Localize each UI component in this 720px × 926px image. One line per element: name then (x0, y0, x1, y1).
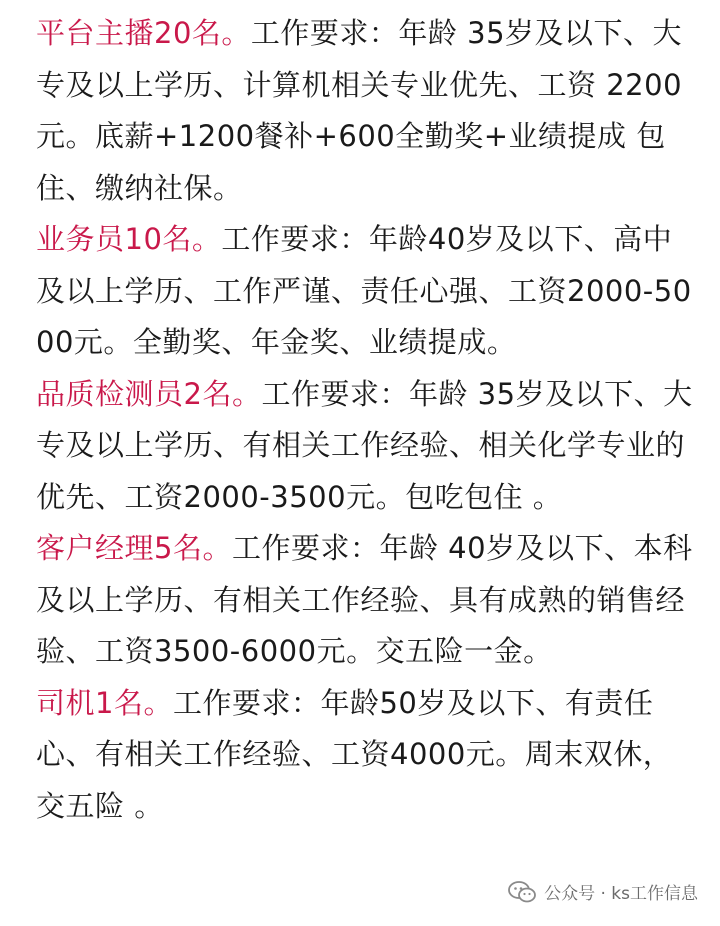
job-description: 工作要求：年龄 40岁及以下、本科及以上学历、有相关工作经验、具有成熟的销售经验、工资3500-6000元。交五险一金。 (36, 531, 693, 668)
job-title: 司机1名。 (36, 685, 173, 720)
job-title: 业务员10名。 (36, 222, 222, 256)
job-item-account-manager (36, 523, 696, 678)
job-description: 工作要求：年龄 35岁及以下、大专及以上学历、有相关工作经验、相关化学专业的优先、工资2000-3500元。包吃包住 。 (36, 376, 693, 514)
watermark-text: 公众号 · ks工作信息 (544, 884, 698, 904)
job-listings (36, 8, 696, 832)
job-item-quality-inspector (36, 369, 696, 524)
job-title: 客户经理5名。 (36, 531, 232, 565)
job-description: 工作要求：年龄 35岁及以下、大专及以上学历、计算机相关专业优先、工资 2200元。底薪+1200餐补+600全勤奖+业绩提成 包住、缴纳社保。 (36, 16, 683, 205)
job-item-salesperson (36, 214, 696, 369)
job-item-driver (36, 678, 696, 833)
job-description: 工作要求：年龄40岁及以下、高中及以上学历、工作严谨、责任心强、工资2000-5000元。全勤奖、年金奖、业绩提成。 (36, 222, 692, 359)
job-title: 品质检测员2名。 (36, 376, 262, 411)
job-title: 平台主播20名。 (36, 16, 251, 50)
wechat-official-account-watermark (508, 879, 698, 904)
job-item-streamer (36, 8, 696, 214)
wechat-icon (508, 881, 536, 903)
job-description: 工作要求：年龄50岁及以下、有责任心、有相关工作经验、工资4000元。周末双休，交五险 。 (36, 685, 673, 823)
